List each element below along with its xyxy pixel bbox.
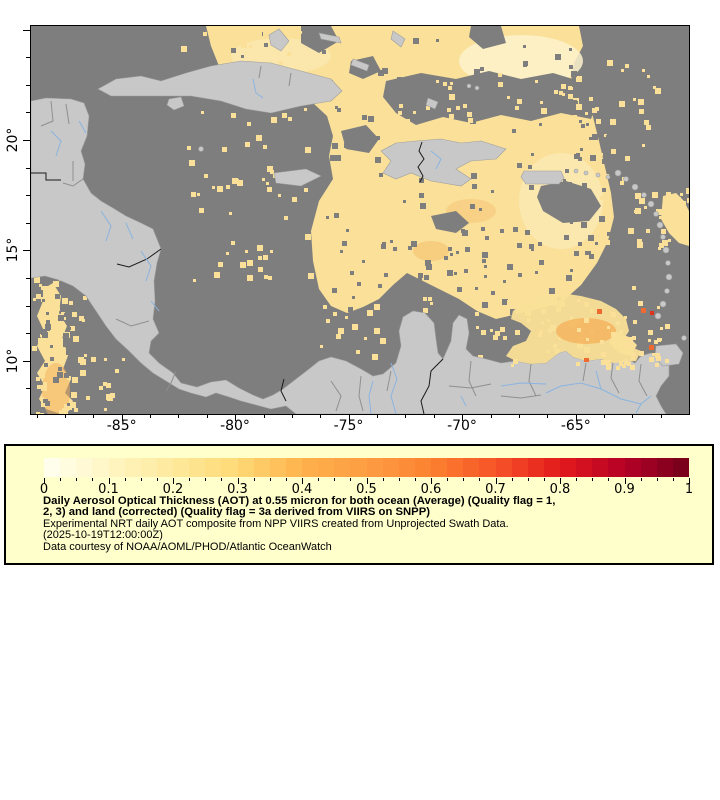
x-minor-tick bbox=[632, 414, 633, 418]
colorbar-segment bbox=[76, 458, 92, 477]
caption-title-line2: 2, 3) and land (corrected) (Quality flag = 3a derived from VIIRS on SNPP) bbox=[43, 506, 431, 519]
colorbar-minor-tick bbox=[657, 478, 658, 481]
colorbar-minor-tick bbox=[92, 478, 93, 481]
colorbar-minor-tick bbox=[673, 478, 674, 481]
colorbar-minor-tick bbox=[286, 478, 287, 481]
colorbar-segment bbox=[496, 458, 512, 477]
colorbar-minor-tick bbox=[544, 478, 545, 481]
x-minor-tick bbox=[93, 414, 94, 418]
colorbar-segment bbox=[399, 458, 415, 477]
x-axis-label: -70° bbox=[447, 418, 477, 434]
colorbar-tick-label: 0.7 bbox=[485, 482, 506, 497]
colorbar-segment bbox=[625, 458, 641, 477]
colorbar-minor-tick bbox=[608, 478, 609, 481]
y-major-tick bbox=[23, 140, 30, 141]
colorbar-tick-label: 0.6 bbox=[420, 482, 442, 497]
colorbar-minor-tick bbox=[141, 478, 142, 481]
x-axis-label: -80° bbox=[220, 418, 250, 434]
colorbar-segment bbox=[157, 458, 173, 477]
y-minor-tick bbox=[26, 388, 30, 389]
y-minor-tick bbox=[26, 168, 30, 169]
colorbar-minor-tick bbox=[399, 478, 400, 481]
y-major-tick bbox=[23, 361, 30, 362]
x-axis-label: -65° bbox=[560, 418, 591, 434]
y-minor-tick bbox=[26, 112, 30, 113]
y-axis-label: 15° bbox=[5, 237, 21, 263]
y-minor-tick bbox=[26, 278, 30, 279]
colorbar-segment bbox=[528, 458, 544, 477]
colorbar-minor-tick bbox=[350, 478, 351, 481]
colorbar-segment bbox=[92, 458, 108, 477]
x-minor-tick bbox=[65, 414, 66, 418]
y-axis-label: 10° bbox=[5, 348, 21, 374]
x-axis-label: -75° bbox=[333, 418, 364, 434]
legend-panel bbox=[4, 444, 714, 565]
aot-colorbar bbox=[44, 458, 689, 477]
colorbar-minor-tick bbox=[254, 478, 255, 481]
colorbar-tick-label: 0.3 bbox=[227, 482, 248, 497]
y-axis-label: 20° bbox=[5, 127, 21, 153]
colorbar-segment bbox=[141, 458, 157, 477]
colorbar-segment bbox=[415, 458, 431, 477]
colorbar-minor-tick bbox=[221, 478, 222, 481]
y-minor-tick bbox=[26, 85, 30, 86]
colorbar-segment bbox=[270, 458, 286, 477]
x-minor-tick bbox=[491, 414, 492, 418]
y-minor-tick bbox=[26, 223, 30, 224]
colorbar-segment bbox=[221, 458, 237, 477]
x-minor-tick bbox=[292, 414, 293, 418]
colorbar-minor-tick bbox=[641, 478, 642, 481]
colorbar-segment bbox=[608, 458, 624, 477]
colorbar-segment bbox=[657, 458, 673, 477]
x-axis-label: -85° bbox=[106, 418, 137, 434]
colorbar-minor-tick bbox=[205, 478, 206, 481]
colorbar-segment bbox=[350, 458, 366, 477]
colorbar-segment bbox=[641, 458, 657, 477]
colorbar-segment bbox=[512, 458, 528, 477]
colorbar-tick-label: 0.1 bbox=[98, 482, 119, 497]
colorbar-minor-tick bbox=[576, 478, 577, 481]
colorbar-minor-tick bbox=[463, 478, 464, 481]
colorbar-minor-tick bbox=[592, 478, 593, 481]
colorbar-tick-label: 0.5 bbox=[356, 482, 377, 497]
colorbar-minor-tick bbox=[415, 478, 416, 481]
aot-map bbox=[30, 25, 690, 415]
colorbar-segment bbox=[367, 458, 383, 477]
colorbar-tick-label: 0 bbox=[39, 482, 49, 497]
x-minor-tick bbox=[320, 414, 321, 418]
y-minor-tick bbox=[26, 306, 30, 307]
colorbar-segment bbox=[286, 458, 302, 477]
colorbar-segment bbox=[592, 458, 608, 477]
colorbar-minor-tick bbox=[270, 478, 271, 481]
colorbar-segment bbox=[189, 458, 205, 477]
colorbar-segment bbox=[383, 458, 399, 477]
colorbar-minor-tick bbox=[189, 478, 190, 481]
colorbar-minor-tick bbox=[125, 478, 126, 481]
legend-caption bbox=[43, 496, 555, 553]
colorbar-segment bbox=[463, 458, 479, 477]
colorbar-segment bbox=[318, 458, 334, 477]
colorbar-minor-tick bbox=[157, 478, 158, 481]
colorbar-minor-tick bbox=[318, 478, 319, 481]
colorbar-minor-tick bbox=[528, 478, 529, 481]
x-minor-tick bbox=[405, 414, 406, 418]
x-minor-tick bbox=[604, 414, 605, 418]
y-major-tick bbox=[23, 250, 30, 251]
colorbar-minor-tick bbox=[512, 478, 513, 481]
colorbar-segment bbox=[125, 458, 141, 477]
y-minor-tick bbox=[26, 333, 30, 334]
colorbar-segment bbox=[673, 458, 689, 477]
colorbar-tick-label: 0.8 bbox=[549, 482, 571, 497]
colorbar-tick-label: 1 bbox=[684, 482, 694, 497]
colorbar-segment bbox=[109, 458, 125, 477]
x-minor-tick bbox=[547, 414, 548, 418]
colorbar-tick-label: 0.9 bbox=[614, 482, 635, 497]
x-minor-tick bbox=[434, 414, 435, 418]
caption-title-line1: Daily Aerosol Optical Thickness (AOT) at 0.55 micron for both ocean (Average) (Quality flag = 1, bbox=[43, 495, 556, 507]
colorbar-segment bbox=[576, 458, 592, 477]
y-minor-tick bbox=[26, 57, 30, 58]
map-canvas bbox=[31, 26, 689, 414]
colorbar-segment bbox=[60, 458, 76, 477]
colorbar-segment bbox=[431, 458, 447, 477]
colorbar-segment bbox=[44, 458, 60, 477]
x-minor-tick bbox=[178, 414, 179, 418]
x-minor-tick bbox=[519, 414, 520, 418]
colorbar-segment bbox=[334, 458, 350, 477]
x-minor-tick bbox=[150, 414, 151, 418]
y-minor-tick bbox=[26, 195, 30, 196]
colorbar-minor-tick bbox=[383, 478, 384, 481]
colorbar-segment bbox=[302, 458, 318, 477]
caption-timestamp: (2025-10-19T12:00:00Z) bbox=[43, 529, 163, 542]
colorbar-minor-tick bbox=[447, 478, 448, 481]
colorbar-segment bbox=[544, 458, 560, 477]
land-puerto-rico bbox=[521, 171, 564, 184]
colorbar-segment bbox=[560, 458, 576, 477]
x-minor-tick bbox=[377, 414, 378, 418]
colorbar-minor-tick bbox=[479, 478, 480, 481]
caption-source-line: Experimental NRT daily AOT composite from NPP VIIRS created from Unprojected Swath Data. bbox=[43, 517, 509, 530]
colorbar-minor-tick bbox=[60, 478, 61, 481]
colorbar-segment bbox=[173, 458, 189, 477]
colorbar-segment bbox=[447, 458, 463, 477]
x-minor-tick bbox=[264, 414, 265, 418]
y-major-tick bbox=[23, 30, 30, 31]
x-minor-tick bbox=[661, 414, 662, 418]
colorbar-segment bbox=[254, 458, 270, 477]
x-minor-tick bbox=[37, 414, 38, 418]
caption-courtesy: Data courtesy of NOAA/AOML/PHOD/Atlantic OceanWatch bbox=[43, 540, 332, 553]
colorbar-tick-label: 0.4 bbox=[291, 482, 313, 497]
colorbar-tick-label: 0.2 bbox=[162, 482, 184, 497]
colorbar-segment bbox=[238, 458, 254, 477]
x-minor-tick bbox=[207, 414, 208, 418]
colorbar-segment bbox=[479, 458, 495, 477]
colorbar-minor-tick bbox=[76, 478, 77, 481]
colorbar-minor-tick bbox=[334, 478, 335, 481]
colorbar-segment bbox=[205, 458, 221, 477]
